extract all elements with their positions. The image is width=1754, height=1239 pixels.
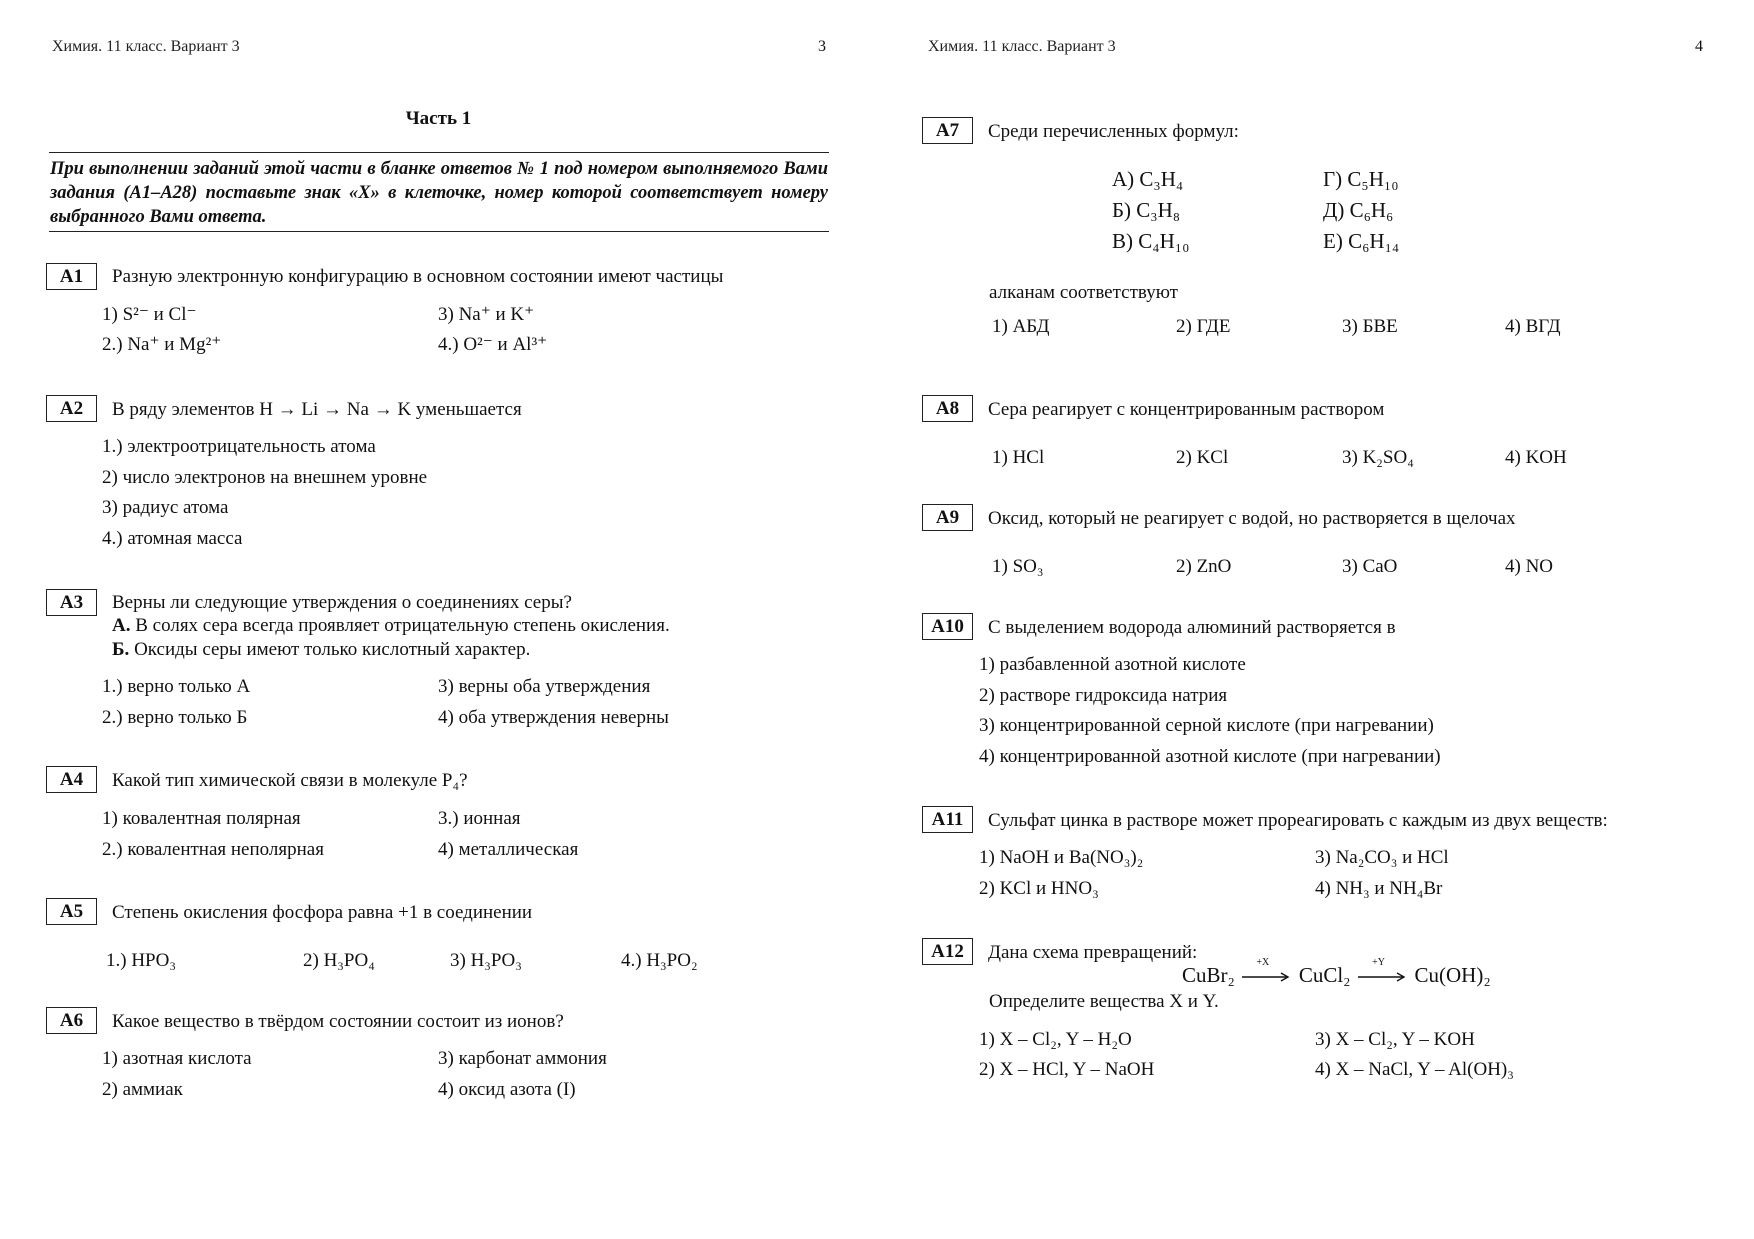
page-header: Химия. 11 класс. Вариант 3 bbox=[52, 38, 240, 55]
question-label: А7 bbox=[922, 117, 973, 144]
answer-option[interactable]: 2.) верно только Б bbox=[102, 707, 248, 728]
answer-option[interactable]: 4.) O²⁻ и Al³⁺ bbox=[438, 334, 548, 355]
question-text: В ряду элементов H → Li → Na → K уменьшается bbox=[112, 399, 522, 420]
question-label: А5 bbox=[46, 898, 97, 925]
question-label: А2 bbox=[46, 395, 97, 422]
answer-option[interactable]: 3) Na⁺ и K⁺ bbox=[438, 304, 535, 325]
answer-option[interactable]: 4) концентрированной азотной кислоте (при нагревании) bbox=[979, 746, 1441, 767]
question-label: А8 bbox=[922, 395, 973, 422]
question-subtext: алканам соответствуют bbox=[989, 282, 1178, 303]
question-label: А11 bbox=[922, 806, 973, 833]
answer-option[interactable]: 4) металлическая bbox=[438, 839, 579, 860]
answer-option[interactable]: 1) S²⁻ и Cl⁻ bbox=[102, 304, 197, 325]
answer-option[interactable]: 4) KOH bbox=[1505, 447, 1567, 468]
answer-option[interactable]: 3) K₂SO₄ bbox=[1342, 447, 1414, 468]
question-label: А6 bbox=[46, 1007, 97, 1034]
reaction-scheme bbox=[1182, 957, 1491, 988]
answer-option[interactable]: 3) Na₂CO₃ и HCl bbox=[1315, 847, 1449, 868]
answer-option[interactable]: 1) разбавленной азотной кислоте bbox=[979, 654, 1246, 675]
formula-item: А) C₃H₄ bbox=[1112, 167, 1184, 191]
formula-item: Б) C₃H₈ bbox=[1112, 198, 1181, 222]
formula-item: В) C₄H₁₀ bbox=[1112, 229, 1190, 253]
answer-option[interactable]: 1.) верно только А bbox=[102, 676, 251, 697]
answer-option[interactable]: 2) аммиак bbox=[102, 1079, 183, 1100]
answer-option[interactable]: 2) ZnO bbox=[1176, 556, 1232, 577]
question-text: Сульфат цинка в растворе может прореагировать с каждым из двух веществ: bbox=[988, 810, 1608, 831]
scheme-substance: Cu(OH)₂ bbox=[1414, 963, 1491, 987]
question-label: А10 bbox=[922, 613, 973, 640]
statement-b: Б. Оксиды серы имеют только кислотный характер. bbox=[112, 639, 531, 660]
scheme-substance: CuCl₂ bbox=[1298, 963, 1351, 987]
answer-option[interactable]: 2) ГДЕ bbox=[1176, 316, 1231, 337]
question-text: Оксид, который не реагирует с водой, но растворяется в щелочах bbox=[988, 508, 1516, 529]
question-text: Какой тип химической связи в молекуле P₄? bbox=[112, 770, 468, 791]
question-text: С выделением водорода алюминий растворяется в bbox=[988, 617, 1396, 638]
answer-option[interactable]: 1) ковалентная полярная bbox=[102, 808, 301, 829]
statement-a: А. В солях сера всегда проявляет отрицательную степень окисления. bbox=[112, 615, 670, 636]
question-label: А4 bbox=[46, 766, 97, 793]
answer-option[interactable]: 4) ВГД bbox=[1505, 316, 1561, 337]
answer-option[interactable]: 3) концентрированной серной кислоте (при нагревании) bbox=[979, 715, 1434, 736]
answer-option[interactable]: 3) CaO bbox=[1342, 556, 1398, 577]
answer-option[interactable]: 3) H₃PO₃ bbox=[450, 950, 522, 971]
answer-option[interactable]: 3) карбонат аммония bbox=[438, 1048, 607, 1069]
page-number: 3 bbox=[818, 38, 826, 55]
reaction-arrow-icon: +X bbox=[1241, 970, 1293, 984]
answer-option[interactable]: 3.) ионная bbox=[438, 808, 521, 829]
answer-option[interactable]: 2) H₃PO₄ bbox=[303, 950, 375, 971]
question-subtext: Определите вещества X и Y. bbox=[989, 991, 1219, 1012]
question-text: Степень окисления фосфора равна +1 в соединении bbox=[112, 902, 533, 923]
question-label: А3 bbox=[46, 589, 97, 616]
answer-option[interactable]: 2) растворе гидроксида натрия bbox=[979, 685, 1228, 706]
answer-option[interactable]: 1) АБД bbox=[992, 316, 1050, 337]
reaction-arrow-icon: +Y bbox=[1357, 970, 1409, 984]
page-number: 4 bbox=[1695, 38, 1703, 55]
formula-item: Г) C₅H₁₀ bbox=[1323, 167, 1399, 191]
answer-option[interactable]: 1) HCl bbox=[992, 447, 1045, 468]
question-text: Верны ли следующие утверждения о соединениях серы? bbox=[112, 592, 572, 613]
instructions: При выполнении заданий этой части в бланке ответов № 1 под номером выполняемого Вами задания (А1–А28) поставьте знак «Х» в клеточке, номер которой соответствует номеру выбранного Вами ответа. bbox=[49, 152, 829, 232]
question-text: Дана схема превращений: bbox=[988, 942, 1198, 963]
formula-item: Е) C₆H₁₄ bbox=[1323, 229, 1400, 253]
question-text: Разную электронную конфигурацию в основном состоянии имеют частицы bbox=[112, 266, 724, 287]
answer-option[interactable]: 2) KCl bbox=[1176, 447, 1229, 468]
answer-option[interactable]: 4) NH₃ и NH₄Br bbox=[1315, 878, 1443, 899]
page-right bbox=[877, 0, 1754, 1239]
question-label: А1 bbox=[46, 263, 97, 290]
formula-item: Д) C₆H₆ bbox=[1323, 198, 1394, 222]
answer-option[interactable]: 2.) Na⁺ и Mg²⁺ bbox=[102, 334, 222, 355]
question-text: Сера реагирует с концентрированным раствором bbox=[988, 399, 1385, 420]
answer-option[interactable]: 1) SO₃ bbox=[992, 556, 1044, 577]
answer-option[interactable]: 4.) H₃PO₂ bbox=[621, 950, 698, 971]
answer-option[interactable]: 1) азотная кислота bbox=[102, 1048, 252, 1069]
question-label: А9 bbox=[922, 504, 973, 531]
answer-option[interactable]: 2) KCl и HNO₃ bbox=[979, 878, 1099, 899]
answer-option[interactable]: 4) оба утверждения неверны bbox=[438, 707, 669, 728]
answer-option[interactable]: 1) NaOH и Ba(NO₃)₂ bbox=[979, 847, 1144, 868]
scheme-substance: CuBr₂ bbox=[1182, 963, 1235, 987]
answer-option[interactable]: 2.) ковалентная неполярная bbox=[102, 839, 324, 860]
answer-option[interactable]: 3) X – Cl₂, Y – KOH bbox=[1315, 1029, 1475, 1050]
answer-option[interactable]: 4) NO bbox=[1505, 556, 1554, 577]
answer-option[interactable]: 4) оксид азота (I) bbox=[438, 1079, 576, 1100]
part-title: Часть 1 bbox=[405, 108, 472, 129]
answer-option[interactable]: 4.) атомная масса bbox=[102, 528, 243, 549]
answer-option[interactable]: 1.) HPO₃ bbox=[106, 950, 176, 971]
answer-option[interactable]: 3) БВЕ bbox=[1342, 316, 1398, 337]
answer-option[interactable]: 3) верны оба утверждения bbox=[438, 676, 651, 697]
answer-option[interactable]: 4) X – NaCl, Y – Al(OH)₃ bbox=[1315, 1059, 1514, 1080]
answer-option[interactable]: 1) X – Cl₂, Y – H₂O bbox=[979, 1029, 1132, 1050]
answer-option[interactable]: 2) число электронов на внешнем уровне bbox=[102, 467, 428, 488]
question-text: Какое вещество в твёрдом состоянии состоит из ионов? bbox=[112, 1011, 564, 1032]
question-label: А12 bbox=[922, 938, 973, 965]
answer-option[interactable]: 2) X – HCl, Y – NaOH bbox=[979, 1059, 1155, 1080]
question-text: Среди перечисленных формул: bbox=[988, 121, 1239, 142]
answer-option[interactable]: 1.) электроотрицательность атома bbox=[102, 436, 376, 457]
page-header: Химия. 11 класс. Вариант 3 bbox=[928, 38, 1116, 55]
answer-option[interactable]: 3) радиус атома bbox=[102, 497, 229, 518]
